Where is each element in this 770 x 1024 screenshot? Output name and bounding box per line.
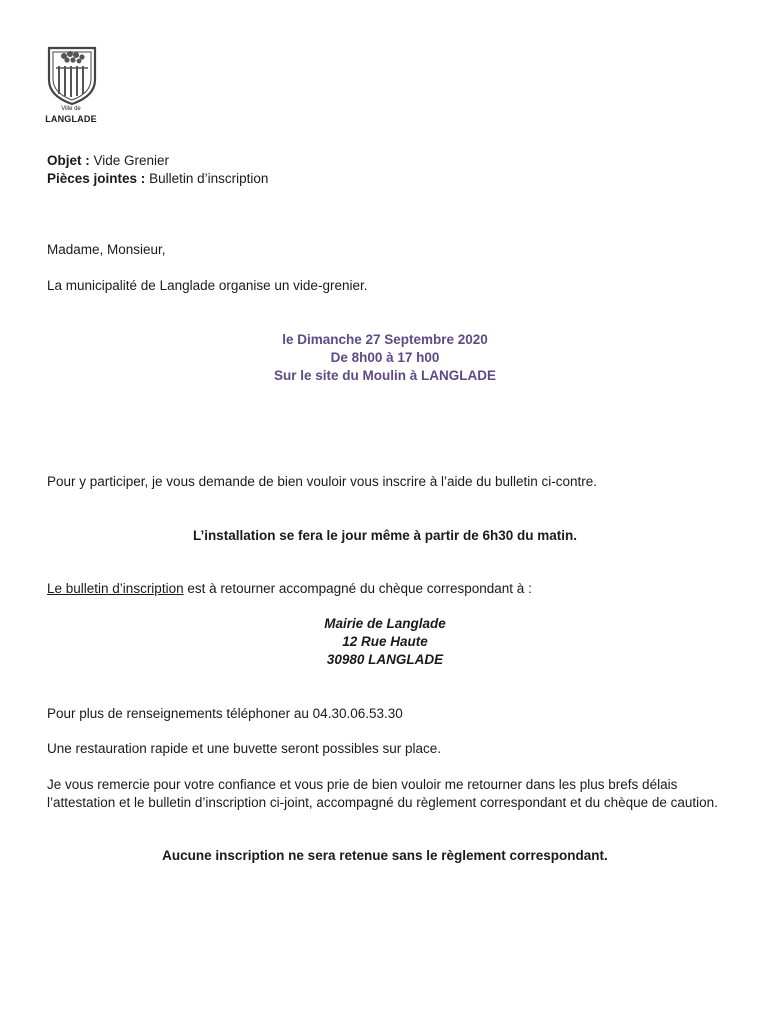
object-label: Objet : (47, 153, 90, 168)
address-street: 12 Rue Haute (342, 634, 428, 649)
food-text: Une restauration rapide et une buvette seront possibles sur place. (47, 741, 441, 756)
event-date: le Dimanche 27 Septembre 2020 (282, 332, 488, 347)
town-logo (44, 42, 104, 132)
object-value: Vide Grenier (93, 153, 170, 168)
address-name: Mairie de Langlade (324, 616, 446, 631)
address-city: 30980 LANGLADE (326, 652, 444, 667)
attachments-value: Bulletin d’inscription (149, 171, 269, 186)
event-place: Sur le site du Moulin à LANGLADE (273, 368, 496, 383)
coat-of-arms-icon (44, 42, 100, 106)
thanks-paragraph: Je vous remercie pour votre confiance et vous prie de bien vouloir me retourner dans les plus brefs délais l’attestation et le bulletin d’inscription ci-joint, accompagné du règlement correspondant et du chèque de caution. (47, 777, 718, 810)
return-line (47, 580, 532, 598)
object-line (47, 152, 169, 170)
warning-text: Aucune inscription ne sera retenue sans le règlement correspondant. (162, 848, 608, 863)
salutation: Madame, Monsieur, (47, 242, 166, 257)
intro-text: La municipalité de Langlade organise un vide-grenier. (47, 278, 368, 293)
logo-caption-small: Ville de (61, 106, 81, 112)
event-hours: De 8h00 à 17 h00 (330, 350, 440, 365)
info-text: Pour plus de renseignements téléphoner au 04.30.06.53.30 (47, 706, 403, 721)
participate-text: Pour y participer, je vous demande de bien vouloir vous inscrire à l’aide du bulletin ci-contre. (47, 474, 598, 489)
return-link-text: Le bulletin d’inscription (47, 581, 184, 596)
installation-text: L’installation se fera le jour même à partir de 6h30 du matin. (192, 528, 578, 543)
return-text: est à retourner accompagné du chèque correspondant à : (183, 581, 532, 596)
logo-caption-town: LANGLADE (45, 114, 97, 124)
attachments-label: Pièces jointes : (47, 171, 146, 186)
attachments-line (47, 170, 268, 188)
